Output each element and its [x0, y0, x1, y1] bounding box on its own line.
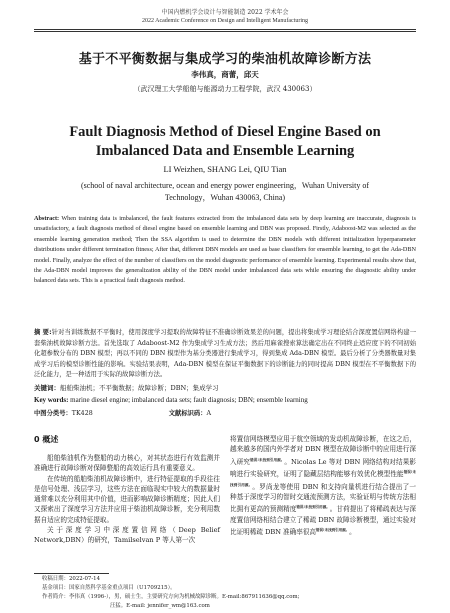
title-en-line2: Imbalanced Data and Ensemble Learning [95, 143, 355, 159]
body-column-left [34, 434, 220, 546]
footnote-author: 作者简介：李伟真（1996-），男，硕士生，主要研究方向为机械故障诊断。E-mail:867911636@qq.com; [42, 594, 300, 600]
body-paragraph: 船舶柴油机作为整船的动力核心，对其状态进行有效监测并准确进行故障诊断对保障整船的高效运行具有重要意义。 [34, 454, 220, 473]
body-text-segment: 将置信网络模型应用于航空领域的发动机故障诊断，在这之后，越来越多的国内外学者对 DBN 模型在故障诊断中的应用进行深入研究 [230, 435, 416, 466]
title-en [0, 123, 450, 161]
affiliation-en: (school of naval architecture, ocean and energy power engineering，Wuhan University of Technology，Wuhan 430063, China) [80, 181, 370, 202]
footnotes [34, 575, 416, 611]
body-paragraph: 关于深度学习中深度置信网络（Deep Belief Network,DBN）的研究，Tamilselvan P 等人第一次 [34, 526, 220, 545]
footnote-received: 收稿日期：2022-07-14 [42, 576, 101, 582]
affiliation-zh: （武汉理工大学船舶与能源动力工程学院，武汉 430063） [133, 85, 317, 93]
running-header [0, 8, 450, 26]
doc-code-value: A [206, 410, 212, 417]
reference-error-marker: 错误!未找到引用源。 [250, 457, 285, 462]
header-divider [34, 29, 416, 30]
body-paragraph: 在传统的船舶柴油机故障诊断中，进行特征提取的手段往往是信号处理、浅层学习，这些方法在面临现实中较大的数据量时通常难以充分利用其中价值，进而影响故障诊断精度；因此人们又探索出了深度学习方法并应用于柴油机故障诊断，充分利用数据自适应的完成特征提取。 [34, 474, 220, 524]
clc-label: 中图分类号： [34, 410, 72, 417]
keywords-en [34, 396, 416, 404]
body-column-right [230, 434, 416, 538]
header-line-zh: 中国内燃机学会设计与智能制造 2022 学术年会 [161, 9, 289, 16]
keywords-en-text: marine diesel engine; imbalanced data sets; fault diagnosis; DBN; ensemble learning [68, 396, 308, 404]
body-paragraph [230, 434, 416, 538]
body-text-segment: 。罗尚龙等使用 DBN 和支持向量机进行结合提出了一种基于深度学习的智时交通流预测方法，实验证明与传统方法相比拥有更高的预测精度 [230, 482, 417, 514]
authors-zh: 李伟真，商蕾，邱天 [191, 70, 259, 79]
body-text-segment: 。 [349, 528, 356, 537]
abstract-zh [34, 328, 416, 381]
reference-error-marker: 错误!未找到引用源。 [296, 505, 330, 510]
footnote-divider [34, 573, 109, 574]
header-line-en: 2022 Academic Conference on Design and Intelligent Manufacturing [141, 18, 309, 24]
keywords-zh-label: 关键词： [34, 384, 60, 392]
abstract-en [34, 214, 416, 287]
section-heading: 0 概述 [34, 435, 59, 444]
doc-code-label: 文献标识码： [168, 410, 207, 417]
body-text-segment: 。Nicolas Le 等对 DBN 网络结构对结果影响进行实验研究，证明了隐藏层结构能够有效优化模型性能 [230, 457, 417, 479]
body-text-segment: 。甘荷提出了将稀疏表达与深度置信网络相结合建立了稀疏 DBN 故障诊断模型，通过实验对比证明稀疏 DBN 准确率很高 [230, 505, 417, 537]
abstract-zh-label: 摘 要: [34, 329, 52, 336]
footnote-contact: 汪猛。E-mail: jennifer_wm@163.com [110, 603, 210, 609]
clc-value: TK428 [71, 410, 93, 417]
abstract-en-label: Abstract: [34, 215, 60, 222]
footnote-fund: 基金项目：国家自然科学基金重点项目（U1709215）。 [42, 585, 176, 591]
header-divider-thin [34, 31, 416, 32]
abstract-zh-text: 针对当训练数据不平衡时，使用深度学习提取的故障特征不准确诊断效果差的问题，提出将集成学习理论结合深度置信网络构建一套柴油机故障诊断方法。首先选取了 Adaboost-M2 作为集成学习生成方法；然后用麻雀搜索算法确定出在不同终止适应度下的不同初始化超参数分布的 DBN 模型；再以不同的 DBN 模型作为基分类器进行集成学习，得到集成 Ada-DBN 模型。最后分析了分类器数量对集成学习后的模型诊断性能的影响。实验结果表明，Ada-DBN 模型在保证平衡数据下的诊断能力的同时提高 DBN 模型在不平衡数据下的泛化能力，是一种适用于实际的故障诊断方法。 [34, 329, 416, 379]
abstract-en-text: When training data is imbalanced, the fault features extracted from the imbalanced data sets by deep learning are inaccurate, diagnosis is unsatisfactory, a fault diagnosis method of diesel engine based on ensemble learning and DBN was proposed. Firstly, Adaboost-M2 was selected as the ensemble learning generation method; Then the SSA algorithm is used to determine the DBN models with different initialization hyperparameter distributions under different termination fitness; After that, different DBN models are used as base classifiers for ensemble learning, to get the Ada-DBN model. Finally, analyze the effect of the number of classifiers on the model diagnostic performance of ensemble learning. Experimental results show that, the Ada-DBN model improves the generalization ability of the DBN model under imbalanced data sets while ensuring the diagnostic ability under balanced data sets. This is a practical fault diagnosis method. [34, 215, 416, 285]
reference-error-marker: 错误!未找到引用源。 [316, 528, 350, 533]
classification-line [34, 408, 416, 417]
keywords-en-label: Key words: [34, 396, 69, 404]
authors-en: LI Weizhen, SHANG Lei, QIU Tian [163, 164, 287, 174]
title-zh: 基于不平衡数据与集成学习的柴油机故障诊断方法 [78, 52, 372, 67]
keywords-zh [34, 383, 416, 392]
title-en-line1: Fault Diagnosis Method of Diesel Engine Based on [69, 124, 381, 140]
keywords-zh-text: 船舶柴油机；不平衡数据；故障诊断；DBN；集成学习 [60, 384, 219, 392]
reference-error-marker: 错误!未找到引用源。 [230, 470, 417, 487]
